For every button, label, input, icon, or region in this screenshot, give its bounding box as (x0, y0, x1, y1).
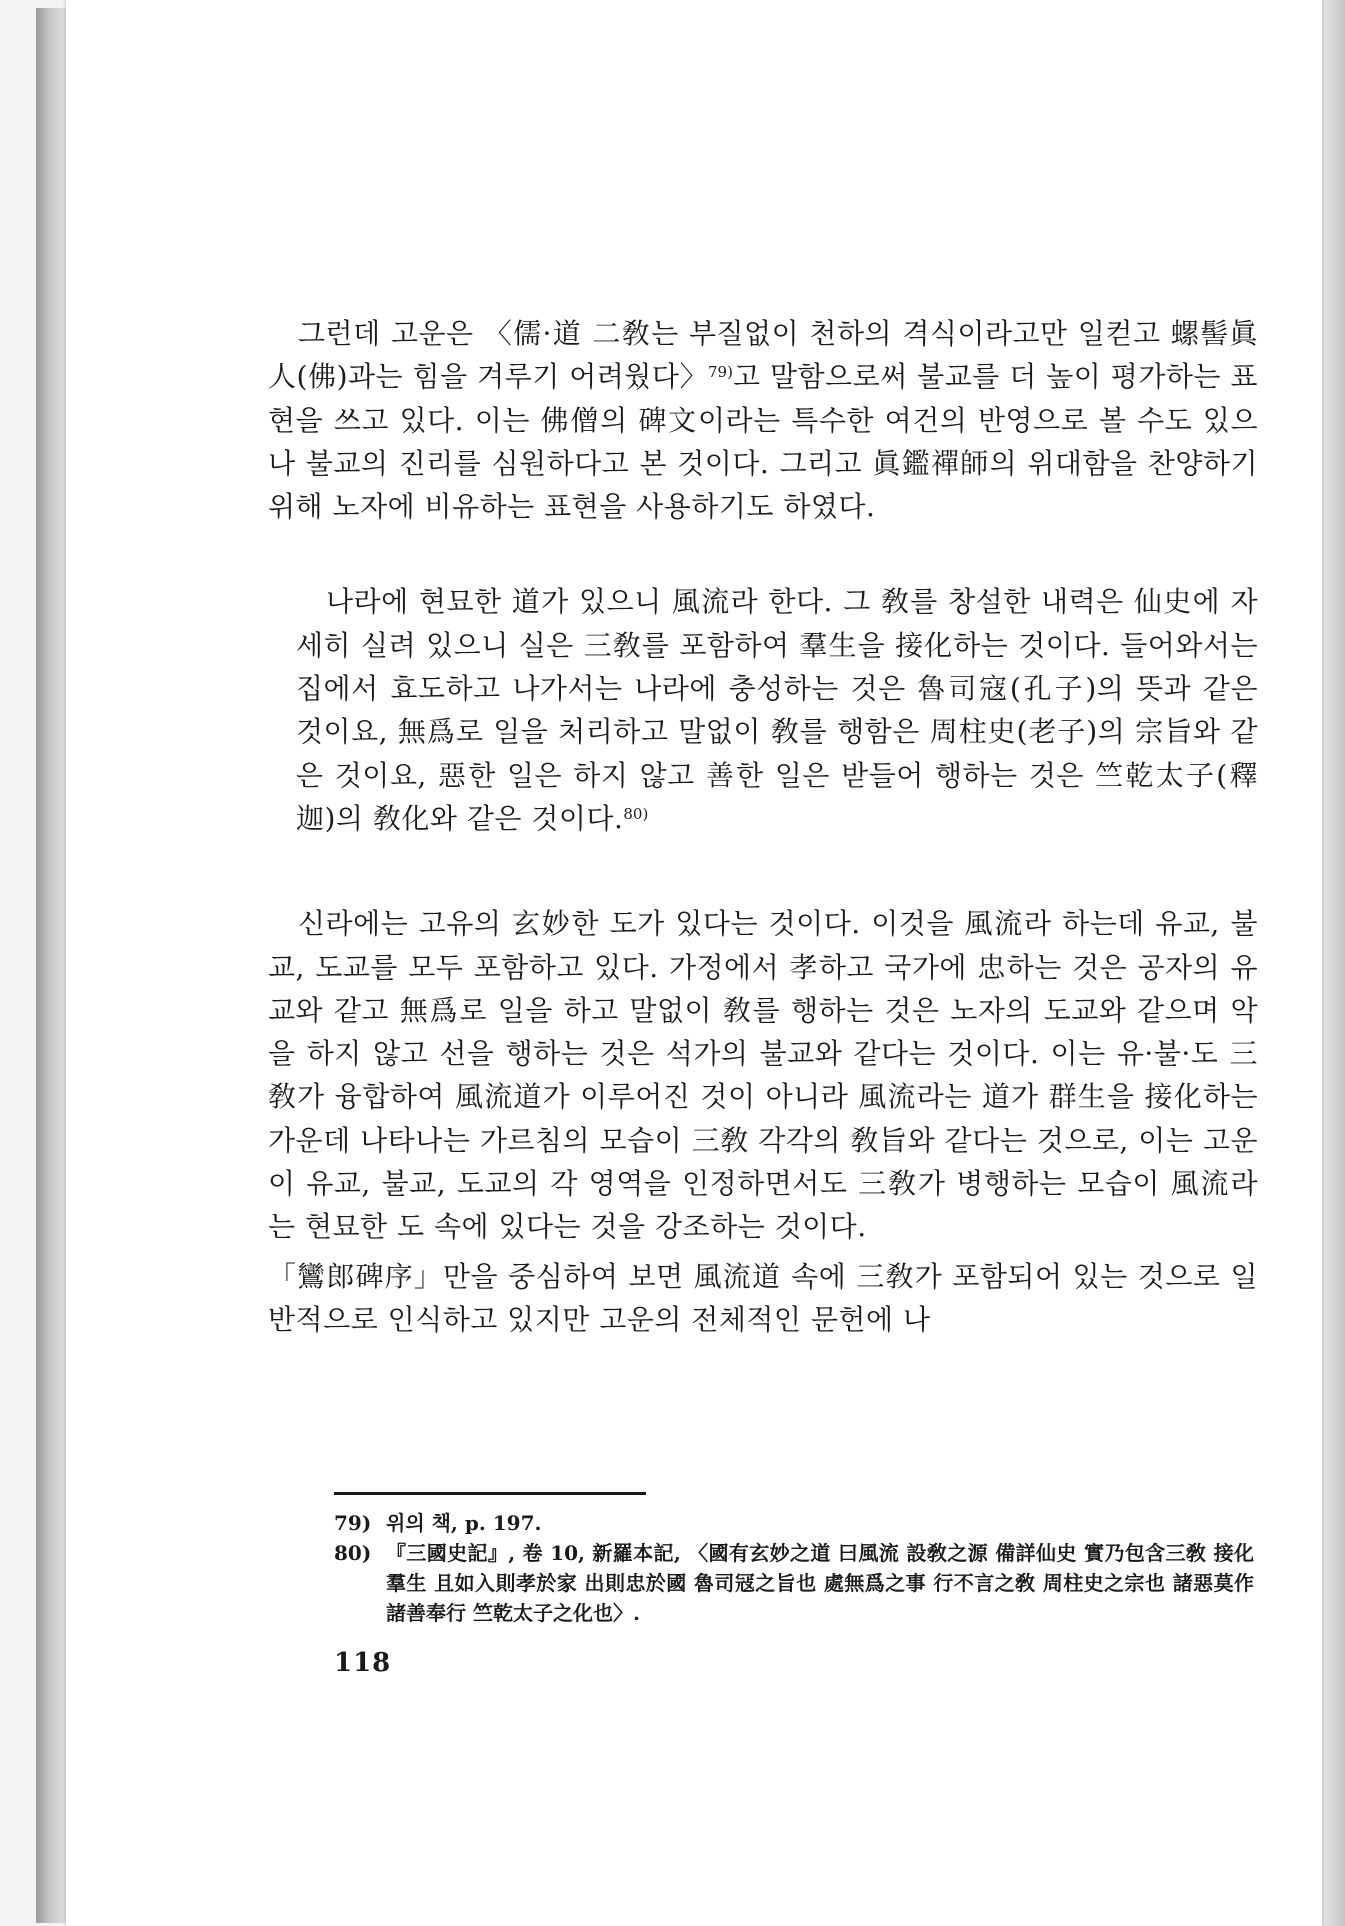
footnote-80 (334, 1538, 1254, 1628)
footnote-ref-80[interactable]: 80) (623, 804, 649, 823)
paragraph-1 (268, 312, 1258, 528)
paragraph-2: 신라에는 고유의 玄妙한 도가 있다는 것이다. 이것을 風流라 하는데 유교, 불교, 도교를 모두 포함하고 있다. 가정에서 孝하고 국가에 忠하는 것은 공자의 유교와 같고 無爲로 일을 하고 말없이 敎를 행하는 것은 노자의 도교와 같으며 악을 하지 않고 선을 행하는 것은 석가의 불교와 같다는 것이다. 이는 유·불·도 三敎가 융합하여 風流道가 이루어진 것이 아니라 風流라는 道가 群生을 接化하는 가운데 나타나는 가르침의 모습이 三敎 각각의 敎旨와 같다는 것으로, 이는 고운이 유교, 불교, 도교의 각 영역을 인정하면서도 三敎가 병행하는 모습이 風流라는 현묘한 도 속에 있다는 것을 강조하는 것이다. (268, 907, 1258, 1244)
block-quote-text: 나라에 현묘한 道가 있으니 風流라 한다. 그 敎를 창설한 내력은 仙史에 자세히 실려 있으니 실은 三敎를 포함하여 羣生을 接化하는 것이다. 들어와서는 집에서 효도하고 나가서는 나라에 충성하는 것은 魯司寇(孔子)의 뜻과 같은 것이요, 無爲로 일을 처리하고 말없이 敎를 행함은 周柱史(老子)의 宗旨와 같은 것이요, 惡한 일은 하지 않고 善한 일은 받들어 행하는 것은 竺乾太子(釋迦)의 敎化와 같은 것이다. (296, 585, 1258, 835)
spacer (268, 840, 1258, 902)
footnote-text: 위의 책, p. 197. (386, 1511, 542, 1535)
footnotes (334, 1508, 1254, 1628)
footnote-number: 80) (334, 1541, 372, 1565)
spacer (268, 528, 1258, 580)
footnote-ref-79[interactable]: 79) (708, 363, 733, 382)
main-text (268, 312, 1258, 1341)
book-page-stack-right (1321, 0, 1345, 1926)
footnote-divider (334, 1492, 646, 1495)
footnote-number: 79) (334, 1511, 372, 1535)
paragraph-3: 「鸞郎碑序」만을 중심하여 보면 風流道 속에 三敎가 포함되어 있는 것으로 일반적으로 인식하고 있지만 고운의 전체적인 문헌에 나 (268, 1259, 1258, 1336)
paragraph-1-text-b: 고 말함으로써 불교를 더 높이 평가하는 표현을 쓰고 있다. 이는 佛僧의 碑文이라는 특수한 여건의 반영으로 볼 수도 있으나 불교의 진리를 심원하다고 본 것이다. 그리고 眞鑑禪師의 위대함을 찬양하기 위해 노자에 비유하는 표현을 사용하기도 하였다. (268, 360, 1258, 524)
block-quote (296, 580, 1258, 840)
footnote-text: 『三國史記』, 卷 10, 新羅本記, 〈國有玄妙之道 曰風流 設敎之源 備詳仙史 實乃包含三敎 接化羣生 且如入則孝於家 出則忠於國 魯司冦之旨也 處無爲之事 行不言之敎 周柱史之宗也 諸惡莫作 諸善奉行 竺乾太子之化也〉. (386, 1541, 1254, 1625)
footnote-79 (334, 1508, 1254, 1538)
document-page (66, 0, 1322, 1926)
page-number: 118 (334, 1648, 392, 1678)
paragraph-1-text-a: 그런데 고운은 〈儒·道 二敎는 부질없이 천하의 격식이라고만 일컫고 螺髻眞人(佛)과는 힘을 겨루기 어려웠다〉 (268, 317, 1258, 394)
